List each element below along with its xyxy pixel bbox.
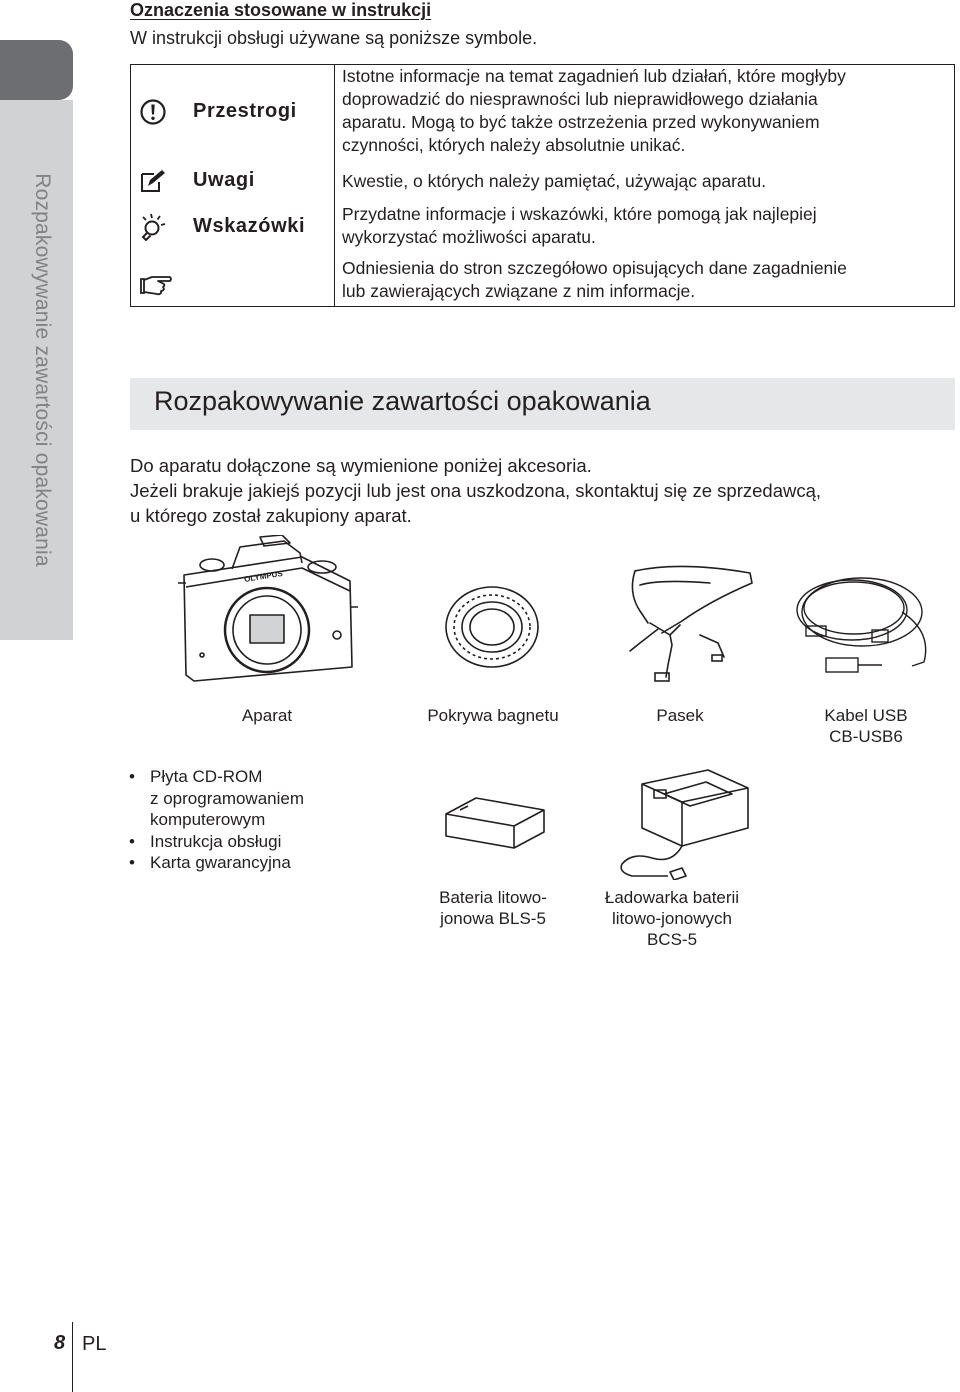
list-item: • Instrukcja obsługi	[128, 831, 304, 853]
table-divider	[334, 65, 335, 306]
strap-icon	[600, 565, 760, 690]
section-heading: Oznaczenia stosowane w instrukcji	[130, 0, 432, 20]
symbol-label: Przestrogi	[193, 100, 297, 122]
symbol-row-notes	[131, 161, 334, 201]
item-caption-camera: Aparat	[241, 706, 293, 725]
section-title: Rozpakowywanie zawartości opakowania	[154, 386, 651, 416]
symbol-label: Wskazówki	[193, 215, 306, 237]
symbol-row-reference	[131, 265, 334, 305]
section-body: Do aparatu dołączone są wymienione poniżej akcesoria. Jeżeli brakuje jakiejś pozycji lub jest ona uszkodzona, skontaktuj się ze sprzedawcą, u którego został zakupiony aparat.	[130, 455, 822, 526]
symbol-description: Przydatne informacje i wskazówki, które pomogą jak najlepiej wykorzystać możliwości aparatu.	[342, 204, 817, 247]
list-item: • Karta gwarancyjna	[128, 852, 304, 874]
item-caption-body-cap: Pokrywa bagnetu	[427, 706, 559, 725]
side-tab-marker	[0, 40, 73, 100]
side-tab	[0, 100, 84, 640]
camera-brand-text: OLYMPUS	[243, 569, 284, 584]
symbol-description: Odniesienia do stron szczegółowo opisujących dane zagadnienie lub zawierających związane z nim informacje.	[342, 258, 847, 301]
item-caption-charger: Ładowarka baterii litowo-jonowych BCS-5	[604, 888, 740, 949]
footer-divider	[72, 1322, 73, 1392]
side-tab-label: Rozpakowywanie zawartości opakowania	[31, 173, 55, 567]
caution-icon	[139, 98, 167, 126]
section-intro: W instrukcji obsługi używane są poniższe symbole.	[130, 28, 538, 48]
battery-icon	[440, 794, 550, 850]
symbol-label: Uwagi	[193, 169, 255, 191]
item-caption-battery: Bateria litowo- jonowa BLS-5	[439, 888, 547, 928]
symbols-table	[130, 64, 955, 307]
body-cap-icon	[444, 585, 540, 669]
pointing-hand-icon	[139, 271, 173, 299]
symbol-row-tips	[131, 207, 334, 247]
camera-icon	[172, 535, 362, 685]
charger-icon	[612, 768, 752, 880]
note-pencil-icon	[139, 167, 167, 195]
item-caption-usb-cable: Kabel USB CB-USB6	[824, 706, 908, 746]
usb-cable-icon	[792, 572, 942, 682]
symbol-row-caution	[131, 92, 334, 132]
item-caption-strap: Pasek	[656, 706, 704, 725]
lightbulb-icon	[139, 213, 167, 241]
included-items-list	[128, 766, 304, 874]
page-number: 8	[54, 1332, 66, 1354]
symbol-description: Kwestie, o których należy pamiętać, używając aparatu.	[342, 171, 767, 191]
symbol-description: Istotne informacje na temat zagadnień lub działań, które mogłyby doprowadzić do niesprawności lub nieprawidłowego działania aparatu. Mogą to być także ostrzeżenia przed wykonywaniem czynności, których należy absolutnie unikać.	[342, 66, 846, 155]
page-language: PL	[82, 1333, 107, 1355]
list-item: • Płyta CD-ROM z oprogramowaniem komputerowym	[128, 766, 304, 831]
